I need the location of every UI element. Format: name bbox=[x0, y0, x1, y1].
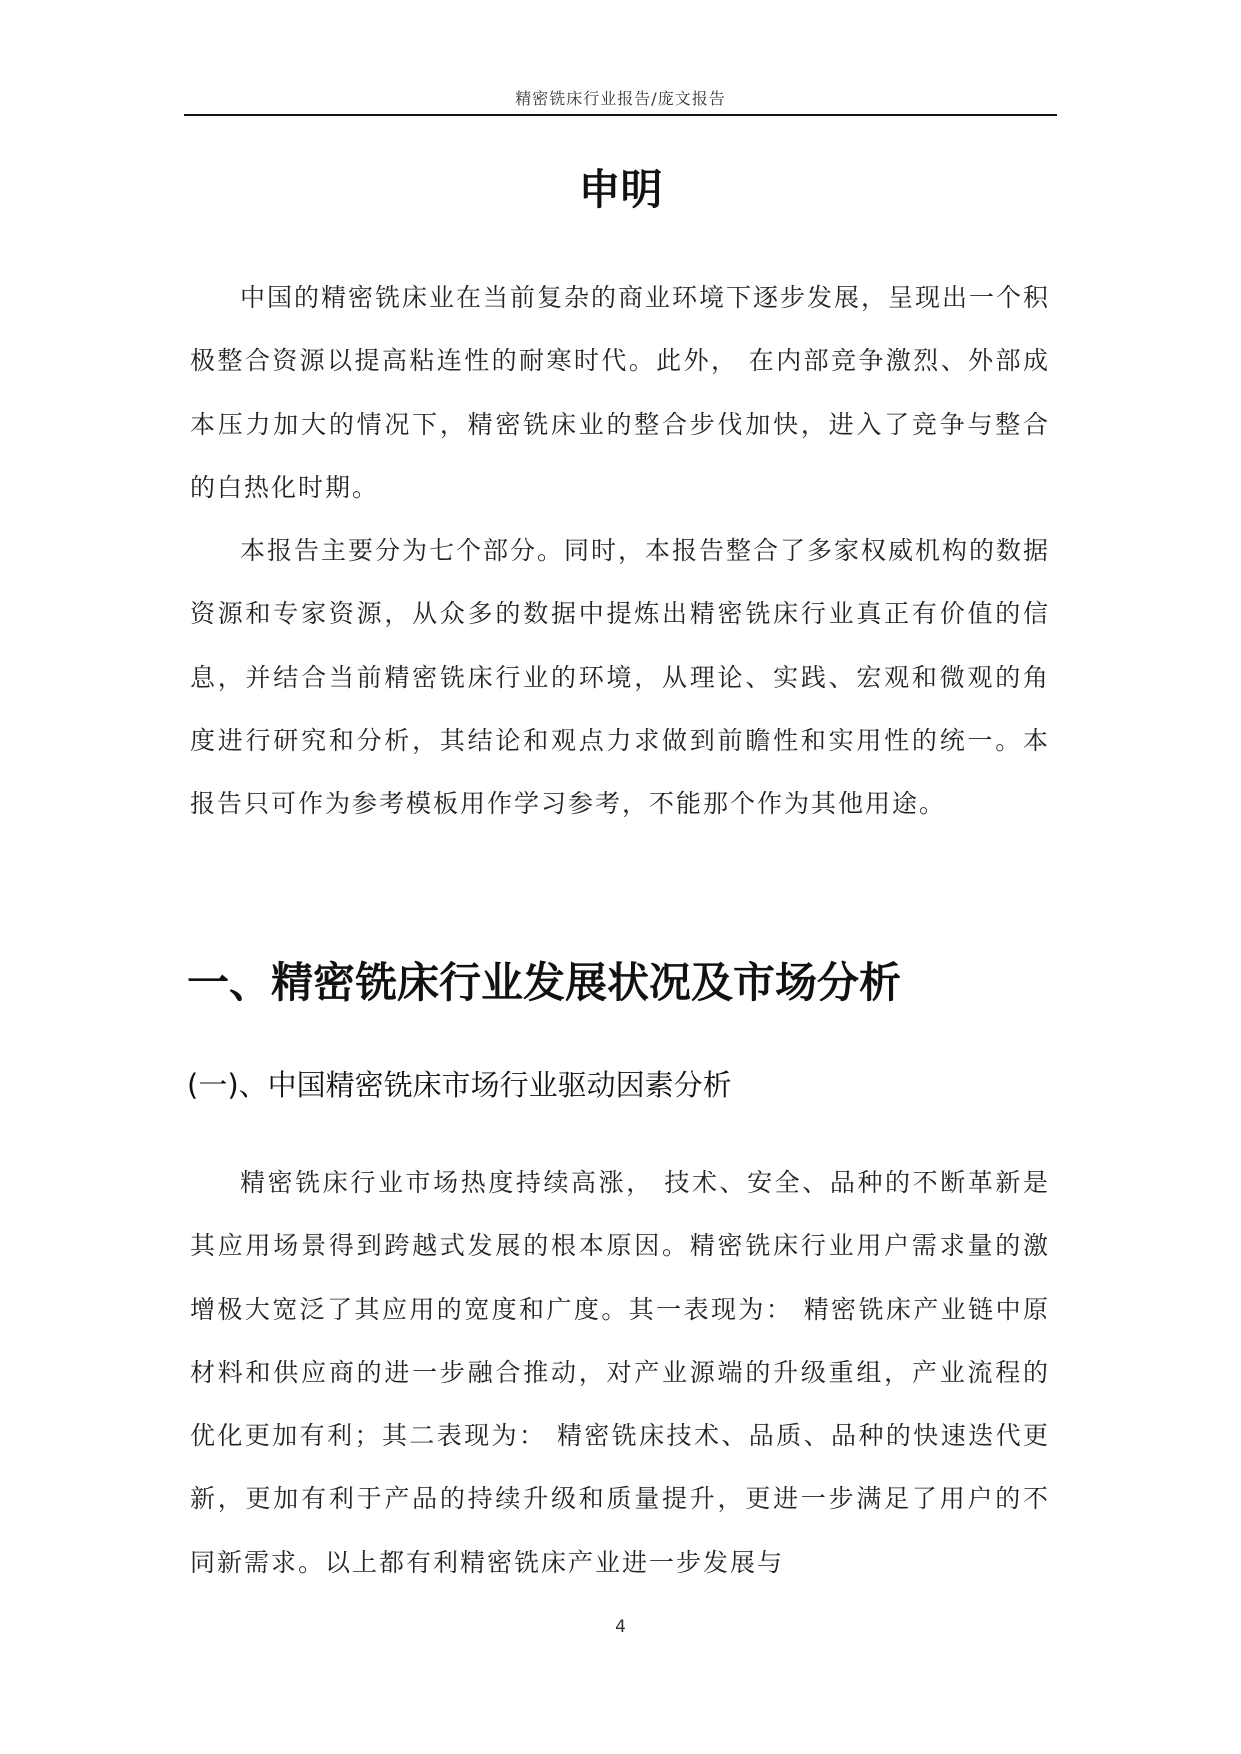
section-body bbox=[190, 1151, 1050, 1594]
header-divider bbox=[184, 114, 1057, 116]
subsection-heading: (一)、中国精密铣床市场行业驱动因素分析 bbox=[187, 1068, 732, 1102]
section-paragraph: 精密铣床行业市场热度持续高涨， 技术、安全、品种的不断革新是其应用场景得到跨越式发展的根本原因。精密铣床行业用户需求量的激增极大宽泛了其应用的宽度和广度。其一表现为： 精密铣床产业链中原材料和供应商的进一步融合推动，对产业源端的升级重组，产业流程的优化更加有利；其二表现为： 精密铣床技术、品质、品种的快速迭代更新，更加有利于产品的持续升级和质量提升，更进一步满足了用户的不同新需求。以上都有利精密铣床产业进一步发展与 bbox=[190, 1168, 1050, 1577]
declaration-title: 申明 bbox=[578, 165, 663, 214]
page-number: 4 bbox=[615, 1617, 626, 1637]
declaration-body bbox=[190, 266, 1050, 836]
running-header: 精密铣床行业报告/庞文报告 bbox=[515, 89, 726, 108]
declaration-paragraph: 中国的精密铣床业在当前复杂的商业环境下逐步发展，呈现出一个积极整合资源以提高粘连性的耐寒时代。此外， 在内部竞争激烈、外部成本压力加大的情况下，精密铣床业的整合步伐加快，进入了竞争与整合的白热化时期。 bbox=[190, 283, 1051, 502]
declaration-paragraph: 本报告主要分为七个部分。同时，本报告整合了多家权威机构的数据资源和专家资源，从众多的数据中提炼出精密铣床行业真正有价值的信息，并结合当前精密铣床行业的环境，从理论、实践、宏观和微观的角度进行研究和分析，其结论和观点力求做到前瞻性和实用性的统一。本报告只可作为参考模板用作学习参考，不能那个作为其他用途。 bbox=[190, 536, 1051, 819]
section-heading: 一、精密铣床行业发展状况及市场分析 bbox=[187, 958, 902, 1007]
